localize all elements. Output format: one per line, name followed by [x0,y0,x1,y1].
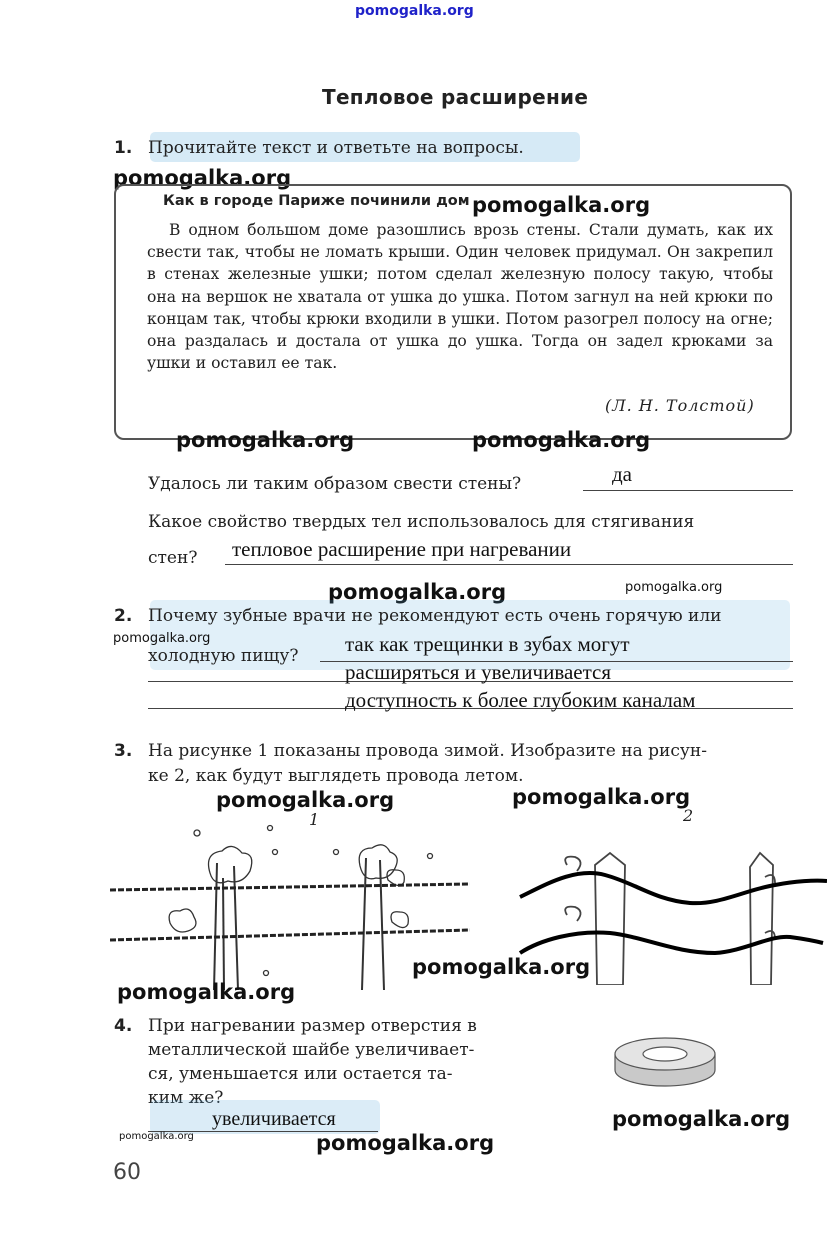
watermark: pomogalka.org [117,980,296,1004]
page-title: Тепловое расширение [322,85,589,109]
watermark: pomogalka.org [472,428,651,452]
story-author: (Л. Н. Толстой) [605,396,755,415]
watermark: pomogalka.org [328,580,507,604]
story-title: Как в городе Париже починили дом [163,193,470,209]
task4-text-line2: металлической шайбе увеличивает- [148,1040,475,1060]
task4-answer[interactable]: увеличивается [212,1108,336,1130]
watermark: pomogalka.org [612,1107,791,1131]
task3-text-line1: На рисунке 1 показаны провода зимой. Изобразите на рисун- [148,741,707,761]
figure2-label: 2 [683,806,694,825]
task2-answer-line2[interactable]: расширяться и увеличивается [345,660,612,684]
watermark: pomogalka.org [412,955,591,979]
task2-answer-line1[interactable]: так как трещинки в зубах могут [345,632,630,656]
story-text: В одном большом доме разошлись врозь стены. Стали думать, как их свести так, чтобы не ломать крыши. Один человек придумал. Он закрепил в стенах железные ушки; потом сделал железную полосу такую, чтобы она на вершок не хватала от ушка до ушка. Потом загнул на ней крюки по концам так, чтобы крюки входили в ушки. Потом разогрел полосу на огне; она раздалась и достала от ушка до ушка. Тогда он задел крюками за ушки и оставил ее так. [147,221,773,373]
task3-text-line2: ке 2, как будут выглядеть провода летом. [148,766,524,786]
task4-number: 4. [114,1016,133,1036]
site-url-header[interactable]: pomogalka.org [355,3,474,19]
task1-answer2[interactable]: тепловое расширение при нагревании [232,537,572,561]
watermark: pomogalka.org [316,1131,495,1155]
task2-answer-line3[interactable]: доступность к более глубоким каналам [345,688,696,712]
task4-text-line4: ким же? [148,1088,224,1108]
watermark: pomogalka.org [113,631,211,646]
task3-number: 3. [114,741,133,761]
watermark: pomogalka.org [216,788,395,812]
task1-number: 1. [114,138,133,158]
watermark: pomogalka.org [472,193,651,217]
task1-answer1[interactable]: да [612,462,633,486]
answer-line [225,564,793,565]
task2-question-line1: Почему зубные врачи не рекомендуют есть очень горячую или [148,606,722,626]
answer-line [583,490,793,491]
washer-image [612,1032,718,1092]
watermark: pomogalka.org [512,785,691,809]
watermark: pomogalka.org [176,428,355,452]
task1-question2-line1: Какое свойство твердых тел использовалось для стягивания [148,512,695,532]
task1-question1: Удалось ли таким образом свести стены? [148,474,522,494]
watermark: pomogalka.org [113,166,292,190]
watermark: pomogalka.org [625,580,723,595]
task1-question2-line2: стен? [148,548,198,568]
task2-number: 2. [114,606,133,626]
task4-text-line3: ся, уменьшается или остается та- [148,1064,453,1084]
watermark: pomogalka.org [119,1131,194,1142]
page-number: 60 [113,1160,141,1185]
figure1-label: 1 [309,810,320,829]
task4-text-line1: При нагревании размер отверстия в [148,1016,477,1036]
task1-instruction: Прочитайте текст и ответьте на вопросы. [148,138,524,158]
task2-question-line2: холодную пищу? [148,646,299,666]
